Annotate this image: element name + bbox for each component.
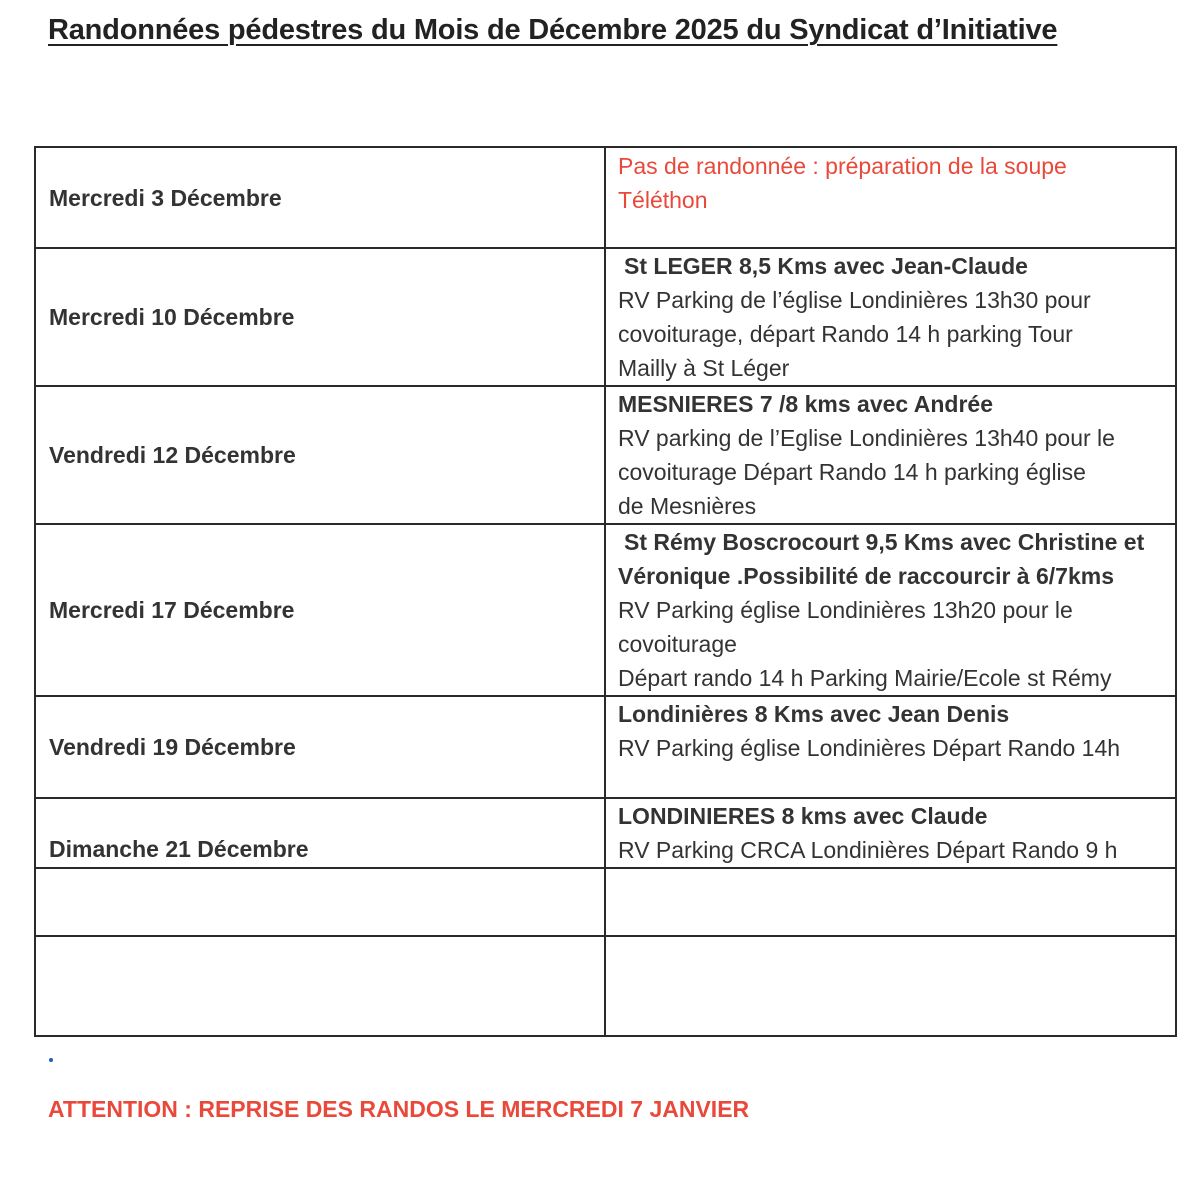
date-cell <box>35 386 605 524</box>
date-label: Dimanche 21 Décembre <box>49 836 309 862</box>
description-line: RV Parking CRCA Londinières Départ Rando 9 h <box>618 837 1118 863</box>
date-label: Vendredi 19 Décembre <box>49 734 296 760</box>
date-label: Vendredi 12 Décembre <box>49 442 296 468</box>
date-cell <box>35 798 605 868</box>
hike-heading: Londinières 8 Kms avec Jean Denis <box>618 701 1010 727</box>
hike-heading-continued: Véronique .Possibilité de raccourcir à 6/7kms <box>618 563 1114 589</box>
description-line: covoiturage <box>618 631 737 657</box>
date-cell <box>35 248 605 386</box>
description-cell <box>605 386 1176 524</box>
table-row <box>35 386 1176 524</box>
date-cell <box>35 147 605 248</box>
date-cell <box>35 524 605 696</box>
table-row <box>35 696 1176 798</box>
date-label: Mercredi 10 Décembre <box>49 304 295 330</box>
hike-heading: MESNIERES 7 /8 kms avec Andrée <box>618 391 993 417</box>
description-line: Départ rando 14 h Parking Mairie/Ecole st Rémy <box>618 665 1112 691</box>
description-line: Téléthon <box>618 187 708 213</box>
date-label: Mercredi 17 Décembre <box>49 597 295 623</box>
hike-heading: St LEGER 8,5 Kms avec Jean-Claude <box>624 253 1028 279</box>
table-row <box>35 524 1176 696</box>
hike-heading: St Rémy Boscrocourt 9,5 Kms avec Christine et <box>624 529 1145 555</box>
table-row-empty <box>35 868 1176 936</box>
bullet-dot <box>49 1058 53 1062</box>
table-row <box>35 147 1176 248</box>
hike-heading: LONDINIERES 8 kms avec Claude <box>618 803 988 829</box>
description-line: Pas de randonnée : préparation de la soupe <box>618 153 1067 179</box>
description-line: de Mesnières <box>618 493 757 519</box>
date-label: Mercredi 3 Décembre <box>49 184 282 211</box>
empty-cell <box>35 868 605 936</box>
empty-cell <box>605 868 1176 936</box>
description-line: RV Parking église Londinières 13h20 pour le <box>618 597 1073 623</box>
description-cell <box>605 147 1176 248</box>
table-row <box>35 248 1176 386</box>
page-title: Randonnées pédestres du Mois de Décembre 2025 du Syndicat d’Initiative <box>48 14 1058 46</box>
empty-cell <box>605 936 1176 1036</box>
description-line: covoiturage, départ Rando 14 h parking Tour <box>618 321 1073 347</box>
table-row-empty <box>35 936 1176 1036</box>
description-line: RV Parking église Londinières Départ Rando 14h <box>618 735 1121 761</box>
description-cell <box>605 524 1176 696</box>
schedule-table <box>34 146 1177 1037</box>
empty-cell <box>35 936 605 1036</box>
attention-notice: ATTENTION : REPRISE DES RANDOS LE MERCREDI 7 JANVIER <box>48 1096 750 1122</box>
description-cell <box>605 696 1176 798</box>
description-cell <box>605 248 1176 386</box>
date-cell <box>35 696 605 798</box>
description-line: RV parking de l’Eglise Londinières 13h40 pour le <box>618 425 1115 451</box>
table-row <box>35 798 1176 868</box>
description-line: covoiturage Départ Rando 14 h parking église <box>618 459 1086 485</box>
description-line: Mailly à St Léger <box>618 355 790 381</box>
description-line: RV Parking de l’église Londinières 13h30 pour <box>618 287 1091 313</box>
description-cell <box>605 798 1176 868</box>
